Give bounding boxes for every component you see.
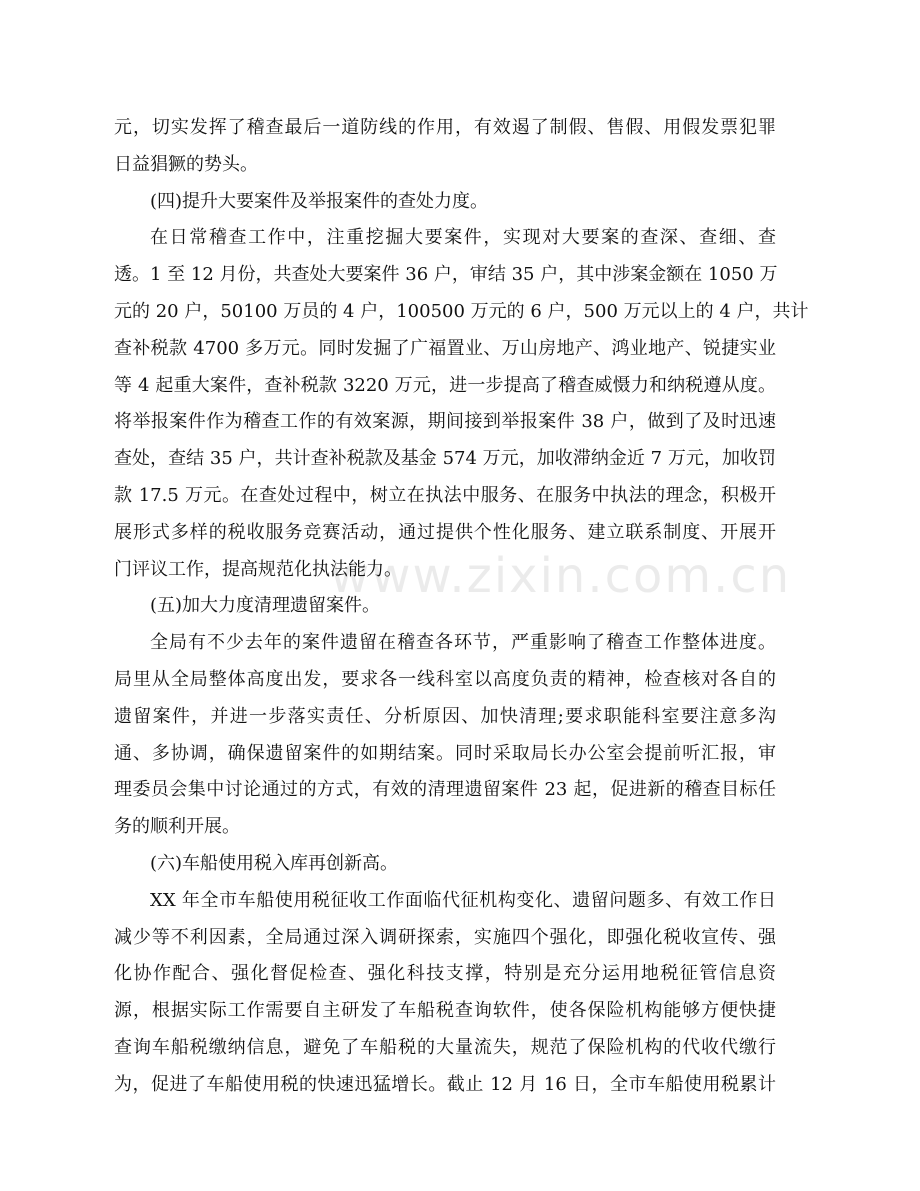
text-line: 全局有不少去年的案件遗留在稽查各环节，严重影响了稽查工作整体进度。 xyxy=(150,632,776,654)
text-line: 化协作配合、强化督促检查、强化科技支撑，特别是充分运用地税征管信息资 xyxy=(114,963,776,985)
text-line: 等 4 起重大案件，查补税款 3220 万元，进一步提高了稽查威慑力和纳税遵从度。 xyxy=(114,374,776,396)
text-line: 门评议工作，提高规范化执法能力。 xyxy=(114,558,402,580)
document-page xyxy=(114,110,809,1104)
text-line: 遗留案件，并进一步落实责任、分析原因、加快清理;要求职能科室要注意多沟 xyxy=(114,705,776,727)
text-line: 款 17.5 万元。在查处过程中，树立在执法中服务、在服务中执法的理念，积极开 xyxy=(114,484,776,506)
text-line: (五)加大力度清理遗留案件。 xyxy=(150,595,381,617)
text-line: 展形式多样的税收服务竞赛活动，通过提供个性化服务、建立联系制度、开展开 xyxy=(114,521,776,543)
text-line: 查处，查结 35 户，共计查补税款及基金 574 万元，加收滞纳金近 7 万元，加收罚 xyxy=(114,448,776,470)
text-line: 务的顺利开展。 xyxy=(114,816,240,838)
text-line: 元的 20 户，50100 万员的 4 户，100500 万元的 6 户，500 万元以上的 4 户，共计 xyxy=(114,300,809,322)
text-line: 源，根据实际工作需要自主研发了车船税查询软件，使各保险机构能够方便快捷 xyxy=(114,1000,776,1022)
text-line: 减少等不利因素，全局通过深入调研探索，实施四个强化，即强化税收宣传、强 xyxy=(114,926,776,948)
text-line: 日益猖獗的势头。 xyxy=(114,153,258,175)
text-line: 为，促进了车船使用税的快速迅猛增长。截止 12 月 16 日，全市车船使用税累计 xyxy=(114,1073,776,1095)
text-line: 元，切实发挥了稽查最后一道防线的作用，有效遏了制假、售假、用假发票犯罪 xyxy=(114,117,776,138)
text-line: 在日常稽查工作中，注重挖掘大要案件，实现对大要案的查深、查细、查 xyxy=(150,227,776,249)
text-line: 局里从全局整体高度出发，要求各一线科室以高度负责的精神，检查核对各自的 xyxy=(114,668,776,690)
text-line: XX 年全市车船使用税征收工作面临代征机构变化、遗留问题多、有效工作日 xyxy=(150,889,776,911)
text-line: 通、多协调，确保遗留案件的如期结案。同时采取局长办公室会提前听汇报，审 xyxy=(114,742,776,764)
text-line: 透。1 至 12 月份，共查处大要案件 36 户，审结 35 户，其中涉案金额在 1050 万 xyxy=(114,264,778,286)
text-line: (六)车船使用税入库再创新高。 xyxy=(150,852,399,874)
text-line: 查询车船税缴纳信息，避免了车船税的大量流失，规范了保险机构的代收代缴行 xyxy=(114,1036,776,1058)
text-line: 将举报案件作为稽查工作的有效案源，期间接到举报案件 38 户，做到了及时迅速 xyxy=(114,411,776,433)
text-line: (四)提升大要案件及举报案件的查处力度。 xyxy=(150,190,489,212)
watermark: www.zixin.com.cn xyxy=(330,548,792,604)
text-line: 查补税款 4700 多万元。同时发掘了广福置业、万山房地产、鸿业地产、锐捷实业 xyxy=(114,337,776,359)
text-line: 理委员会集中讨论通过的方式，有效的清理遗留案件 23 起，促进新的稽查目标任 xyxy=(114,779,776,801)
